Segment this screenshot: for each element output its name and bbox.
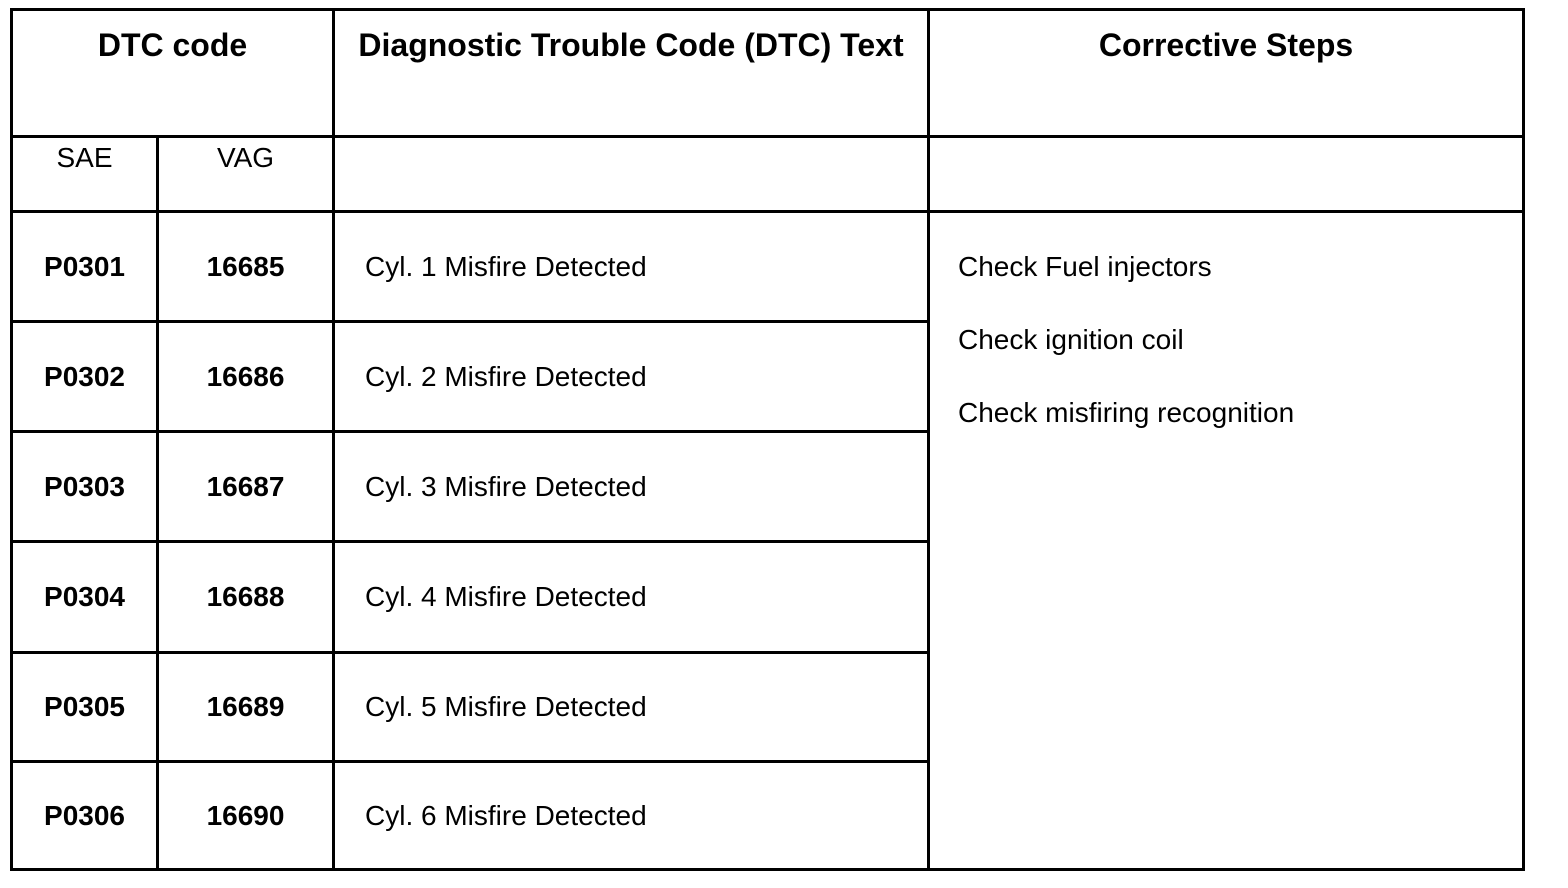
sae-code: P0303 <box>12 432 158 542</box>
sae-code: P0305 <box>12 653 158 762</box>
corrective-step: Check Fuel injectors <box>958 251 1212 282</box>
vag-code: 16685 <box>158 212 334 322</box>
subheader-vag: VAG <box>158 137 334 212</box>
subheader-row <box>12 137 1524 212</box>
corrective-step: Check misfiring recognition <box>958 397 1295 428</box>
vag-code: 16689 <box>158 653 334 762</box>
vag-code: 16687 <box>158 432 334 542</box>
header-corrective-steps: Corrective Steps <box>929 10 1524 137</box>
dtc-description: Cyl. 3 Misfire Detected <box>334 432 929 542</box>
header-dtc-text: Diagnostic Trouble Code (DTC) Text <box>334 10 929 137</box>
dtc-table <box>10 8 1525 871</box>
dtc-description: Cyl. 2 Misfire Detected <box>334 322 929 432</box>
subheader-empty-text <box>334 137 929 212</box>
dtc-description: Cyl. 1 Misfire Detected <box>334 212 929 322</box>
vag-code: 16686 <box>158 322 334 432</box>
corrective-step: Check ignition coil <box>958 324 1184 355</box>
dtc-description: Cyl. 6 Misfire Detected <box>334 762 929 870</box>
sae-code: P0306 <box>12 762 158 870</box>
header-row <box>12 10 1524 137</box>
dtc-description: Cyl. 4 Misfire Detected <box>334 542 929 653</box>
sae-code: P0302 <box>12 322 158 432</box>
header-dtc-code: DTC code <box>12 10 334 137</box>
table-row <box>12 212 1524 322</box>
sae-code: P0301 <box>12 212 158 322</box>
sae-code: P0304 <box>12 542 158 653</box>
dtc-description: Cyl. 5 Misfire Detected <box>334 653 929 762</box>
vag-code: 16688 <box>158 542 334 653</box>
subheader-sae: SAE <box>12 137 158 212</box>
subheader-empty-steps <box>929 137 1524 212</box>
corrective-steps-cell <box>929 212 1524 870</box>
vag-code: 16690 <box>158 762 334 870</box>
